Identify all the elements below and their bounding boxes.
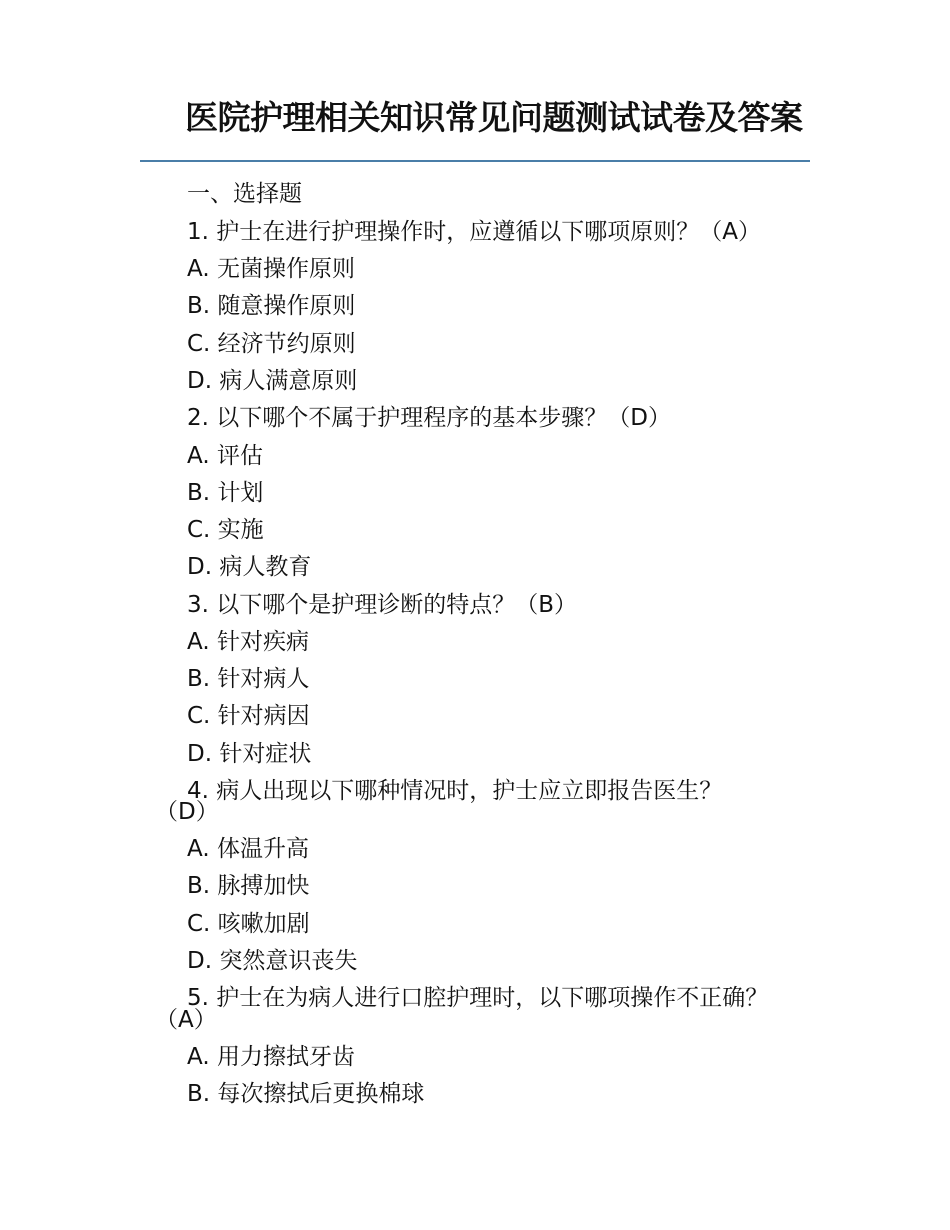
question-1: 1. 护士在进行护理操作时，应遵循以下哪项原则？（A） <box>187 219 761 245</box>
q5-option-a: A. 用力擦拭牙齿 <box>187 1044 355 1070</box>
q4-option-d: D. 突然意识丧失 <box>187 948 358 974</box>
q2-option-c: C. 实施 <box>187 517 264 543</box>
question-4: 4. 病人出现以下哪种情况时，护士应立即报告医生？ <box>187 778 723 804</box>
q1-option-d: D. 病人满意原则 <box>187 368 358 394</box>
q2-option-a: A. 评估 <box>187 443 263 469</box>
question-4-answer: （D） <box>155 799 219 825</box>
q4-option-b: B. 脉搏加快 <box>187 873 310 899</box>
question-5: 5. 护士在为病人进行口腔护理时，以下哪项操作不正确？ <box>187 985 769 1011</box>
q3-option-d: D. 针对症状 <box>187 741 312 767</box>
section-heading: 一、选择题 <box>187 181 302 207</box>
q3-option-a: A. 针对疾病 <box>187 629 309 655</box>
question-2: 2. 以下哪个不属于护理程序的基本步骤？（D） <box>187 405 671 431</box>
title-divider <box>140 160 810 162</box>
q1-option-c: C. 经济节约原则 <box>187 331 356 357</box>
q1-option-b: B. 随意操作原则 <box>187 293 356 319</box>
q2-option-b: B. 计划 <box>187 480 264 506</box>
q5-option-b: B. 每次擦拭后更换棉球 <box>187 1081 425 1107</box>
q4-option-a: A. 体温升高 <box>187 836 309 862</box>
document-title: 医院护理相关知识常见问题测试试卷及答案 <box>185 98 803 137</box>
q3-option-b: B. 针对病人 <box>187 666 310 692</box>
q4-option-c: C. 咳嗽加剧 <box>187 911 310 937</box>
q1-option-a: A. 无菌操作原则 <box>187 256 355 282</box>
question-3: 3. 以下哪个是护理诊断的特点？（B） <box>187 592 578 618</box>
q3-option-c: C. 针对病因 <box>187 703 310 729</box>
q2-option-d: D. 病人教育 <box>187 554 312 580</box>
question-5-answer: （A） <box>155 1007 217 1033</box>
